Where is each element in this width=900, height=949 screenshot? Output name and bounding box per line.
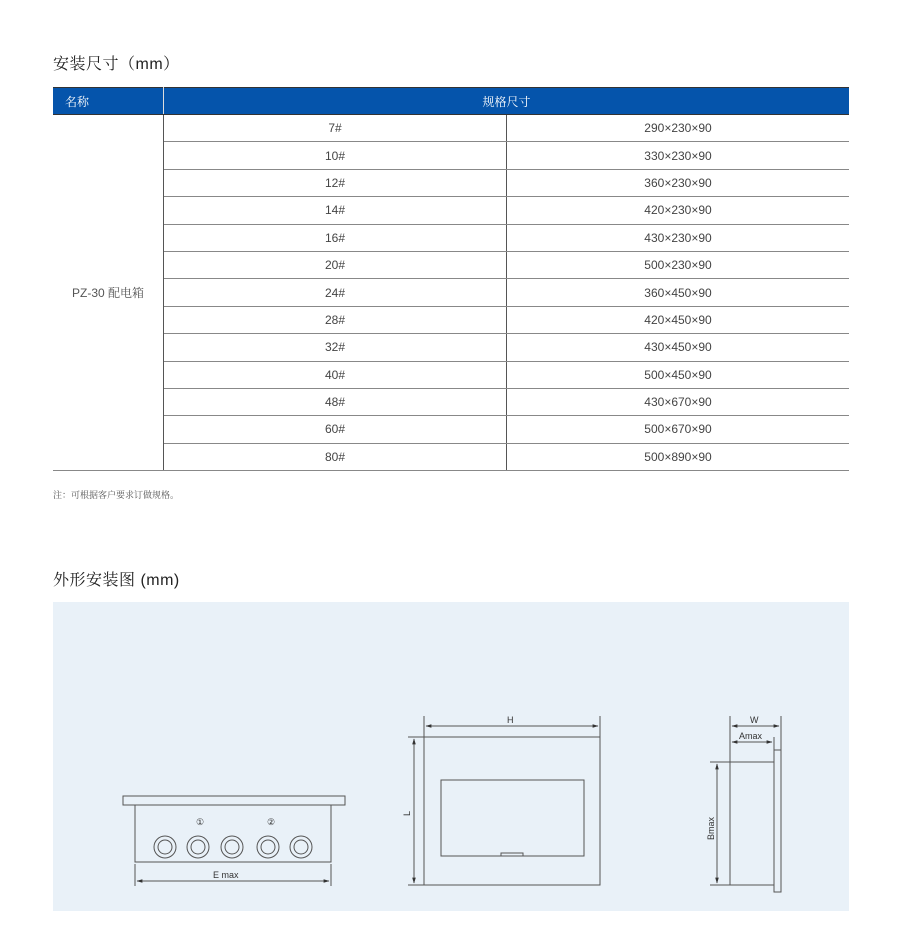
face-view	[408, 716, 600, 885]
size-cell: 360×230×90	[507, 169, 850, 196]
table-note: 注：可根据客户要求订做规格。	[53, 490, 180, 500]
breaker-window	[441, 780, 584, 856]
table-row	[53, 306, 849, 333]
model-cell: 14#	[164, 197, 507, 224]
table-row	[53, 334, 849, 361]
size-cell: 290×230×90	[507, 115, 850, 142]
size-cell: 430×450×90	[507, 334, 850, 361]
model-cell: 32#	[164, 334, 507, 361]
side-view	[710, 716, 781, 892]
size-cell: 500×670×90	[507, 416, 850, 443]
knockout-mark-2: ②	[267, 817, 276, 827]
emax-label: E max	[213, 870, 239, 880]
section-title-install-size: 安装尺寸（mm）	[53, 56, 180, 73]
face-view-body	[424, 737, 600, 885]
model-cell: 40#	[164, 361, 507, 388]
table-row	[53, 416, 849, 443]
size-cell: 430×670×90	[507, 388, 850, 415]
size-cell: 420×450×90	[507, 306, 850, 333]
model-cell: 7#	[164, 115, 507, 142]
size-cell: 500×450×90	[507, 361, 850, 388]
model-cell: 20#	[164, 251, 507, 278]
model-cell: 48#	[164, 388, 507, 415]
product-name-cell: PZ-30 配电箱	[53, 115, 164, 471]
model-cell: 80#	[164, 443, 507, 470]
w-label: W	[750, 715, 759, 725]
installation-drawing	[53, 602, 849, 911]
table-row	[53, 224, 849, 251]
model-cell: 10#	[164, 142, 507, 169]
side-view-flange	[774, 750, 781, 892]
model-cell: 24#	[164, 279, 507, 306]
table-row	[53, 361, 849, 388]
size-cell: 500×230×90	[507, 251, 850, 278]
table-header-row	[53, 88, 849, 115]
table-row	[53, 443, 849, 470]
model-cell: 16#	[164, 224, 507, 251]
size-cell: 330×230×90	[507, 142, 850, 169]
model-cell: 28#	[164, 306, 507, 333]
header-spec: 规格尺寸	[164, 88, 850, 115]
section-title-outline-drawing: 外形安装图 (mm)	[53, 572, 180, 589]
model-cell: 12#	[164, 169, 507, 196]
h-label: H	[507, 715, 514, 725]
model-cell: 60#	[164, 416, 507, 443]
table-row	[53, 142, 849, 169]
table-row	[53, 279, 849, 306]
knockout-mark-1: ①	[196, 817, 205, 827]
l-label: L	[402, 810, 412, 816]
window-latch	[501, 853, 523, 856]
front-view-flange	[123, 796, 345, 805]
table-body	[53, 115, 849, 471]
amax-label: Amax	[739, 731, 763, 741]
size-cell: 420×230×90	[507, 197, 850, 224]
bmax-label: Bmax	[706, 816, 716, 840]
size-cell: 360×450×90	[507, 279, 850, 306]
table-row	[53, 388, 849, 415]
size-cell: 430×230×90	[507, 224, 850, 251]
table-row	[53, 251, 849, 278]
table-row	[53, 169, 849, 196]
knockout-holes	[154, 836, 312, 858]
size-cell: 500×890×90	[507, 443, 850, 470]
spec-table	[53, 87, 849, 471]
drawing-panel	[53, 602, 849, 911]
table-row	[53, 115, 849, 142]
header-name: 名称	[53, 88, 164, 115]
table-row	[53, 197, 849, 224]
